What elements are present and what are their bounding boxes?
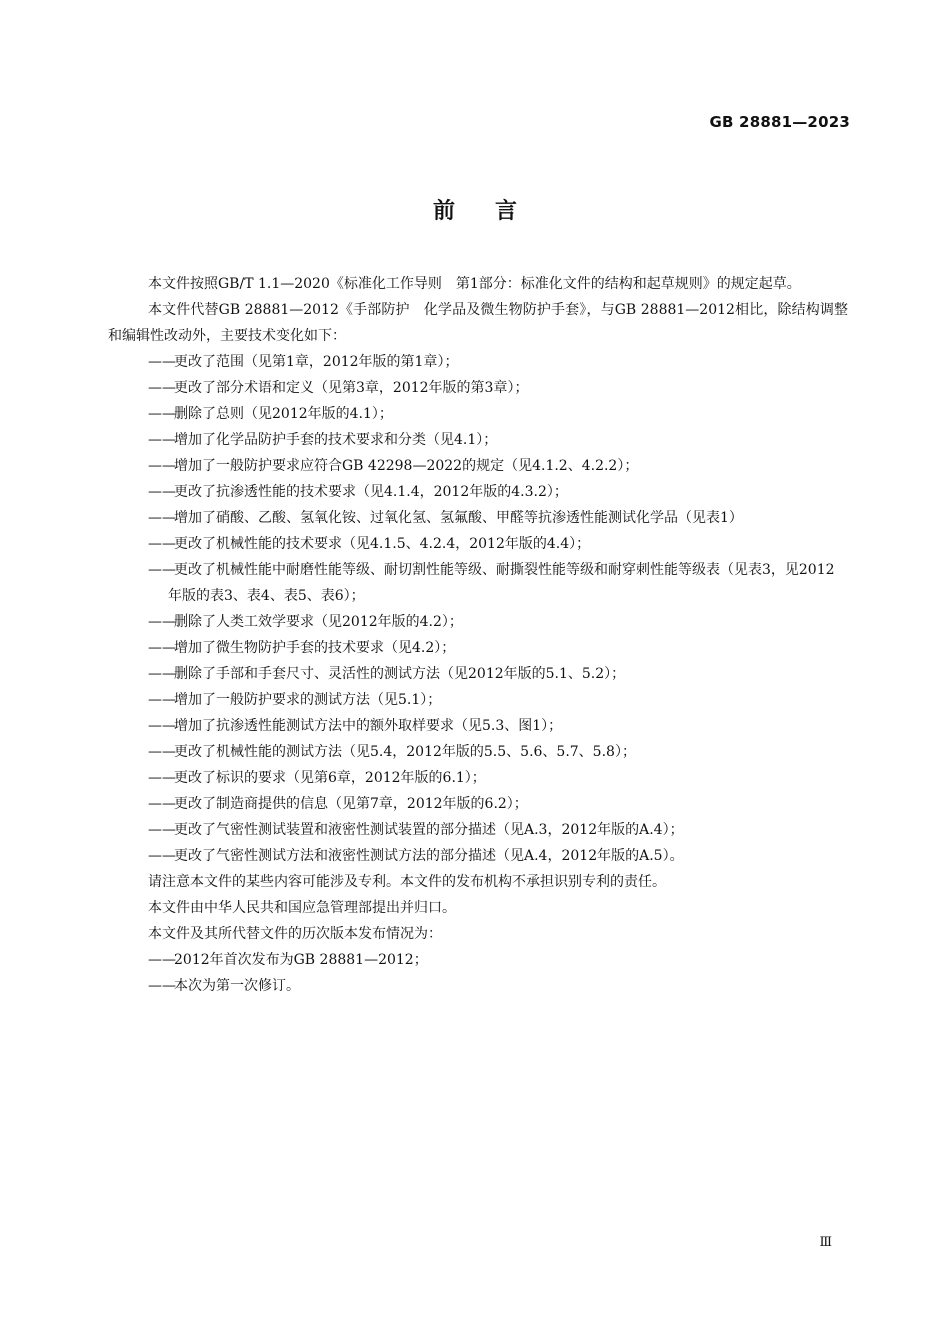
list-item: ——更改了机械性能的技术要求（见4.1.5、4.2.4，2012年版的4.4）； [108,531,848,557]
list-item: ——更改了抗渗透性能的技术要求（见4.1.4，2012年版的4.3.2）； [108,479,848,505]
patent-notice: 请注意本文件的某些内容可能涉及专利。本文件的发布机构不承担识别专利的责任。 [148,874,666,890]
list-dash: —— [148,770,176,786]
list-dash: —— [148,640,176,656]
list-dash: —— [148,536,176,552]
list-dash: —— [148,718,176,734]
standard-number: GB 28881—2023 [709,113,850,131]
list-item: ——增加了抗渗透性能测试方法中的额外取样要求（见5.3、图1）； [108,713,848,739]
list-dash: —— [148,354,176,370]
page-number: Ⅲ [819,1235,832,1250]
list-item: ——2012年首次发布为GB 28881—2012； [108,947,848,973]
page-title: 前言 [432,199,557,224]
list-dash: —— [148,406,176,422]
list-item: ——更改了标识的要求（见第6章，2012年版的6.1）； [108,765,848,791]
list-dash: —— [148,848,176,864]
list-dash: —— [148,484,176,500]
changes-list [108,349,848,869]
list-dash: —— [148,666,176,682]
document-body [108,271,848,999]
list-item: ——更改了机械性能的测试方法（见5.4，2012年版的5.5、5.6、5.7、5.8）； [108,739,848,765]
intro-paragraph-1: 本文件按照GB/T 1.1—2020《标准化工作导则 第1部分：标准化文件的结构和起草规则》的规定起草。 [148,276,801,292]
list-dash: —— [148,614,176,630]
list-dash: —— [148,796,176,812]
list-item: ——更改了气密性测试装置和液密性测试装置的部分描述（见A.3，2012年版的A.4）； [108,817,848,843]
list-item: ——删除了手部和手套尺寸、灵活性的测试方法（见2012年版的5.1、5.2）； [108,661,848,687]
list-item: ——删除了人类工效学要求（见2012年版的4.2）； [108,609,848,635]
list-dash: —— [148,562,176,578]
list-item: ——更改了机械性能中耐磨性能等级、耐切割性能等级、耐撕裂性能等级和耐穿刺性能等级表（见表3，见2012年版的表3、表4、表5、表6）； [108,557,848,609]
list-item: ——增加了硝酸、乙酸、氢氧化铵、过氧化氢、氢氟酸、甲醛等抗渗透性能测试化学品（见表1） [108,505,848,531]
history-intro: 本文件及其所代替文件的历次版本发布情况为： [148,926,442,942]
list-dash: —— [148,510,176,526]
list-dash: —— [148,952,176,968]
list-dash: —— [148,822,176,838]
intro-paragraph-2: 本文件代替GB 28881—2012《手部防护 化学品及微生物防护手套》，与GB 28881—2012相比，除结构调整和编辑性改动外，主要技术变化如下： [108,302,848,344]
list-item: ——增加了一般防护要求应符合GB 42298—2022的规定（见4.1.2、4.2.2）； [108,453,848,479]
list-item: ——本次为第一次修订。 [108,973,848,999]
list-item: ——更改了范围（见第1章，2012年版的第1章）； [108,349,848,375]
list-item: ——更改了部分术语和定义（见第3章，2012年版的第3章）； [108,375,848,401]
list-dash: —— [148,432,176,448]
list-item: ——增加了化学品防护手套的技术要求和分类（见4.1）； [108,427,848,453]
list-dash: —— [148,978,176,994]
list-dash: —— [148,458,176,474]
list-dash: —— [148,744,176,760]
history-list [108,947,848,999]
list-item: ——更改了气密性测试方法和液密性测试方法的部分描述（见A.4，2012年版的A.5）。 [108,843,848,869]
list-item: ——增加了微生物防护手套的技术要求（见4.2）； [108,635,848,661]
list-item: ——更改了制造商提供的信息（见第7章，2012年版的6.2）； [108,791,848,817]
list-dash: —— [148,380,176,396]
list-item: ——增加了一般防护要求的测试方法（见5.1）； [108,687,848,713]
list-dash: —— [148,692,176,708]
proposer-paragraph: 本文件由中华人民共和国应急管理部提出并归口。 [148,900,456,916]
list-item: ——删除了总则（见2012年版的4.1）； [108,401,848,427]
